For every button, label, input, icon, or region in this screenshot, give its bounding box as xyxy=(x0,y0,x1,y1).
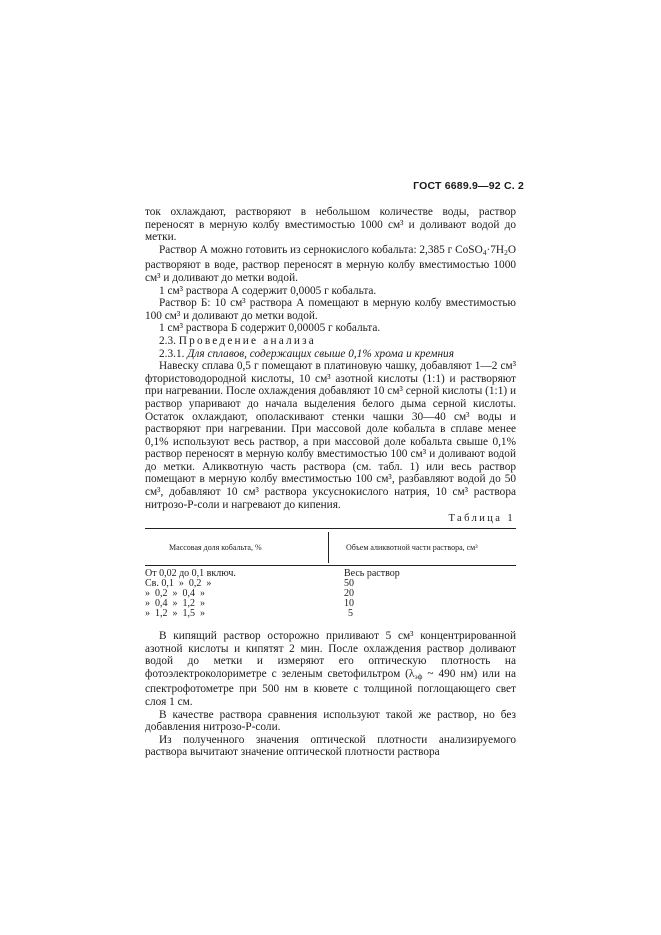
data-table xyxy=(145,528,516,624)
paragraph: В качестве раствора сравнения используют такой же раствор, но без добавления нитрозо-Р-соли. xyxy=(145,708,516,734)
table-cell-range: От 0,02 до 0,1 включ. xyxy=(145,568,236,579)
table-header-cell: Массовая доля кобальта, % xyxy=(169,543,262,552)
paragraph xyxy=(145,630,516,709)
paragraph: 1 см³ раствора А содержит 0,0005 г кобальта. xyxy=(159,284,377,297)
text-run: Раствор А можно готовить из сернокислого кобальта: 2,385 г CoSO xyxy=(159,243,483,256)
table-cell-range: Св. 0,1 » 0,2 » xyxy=(145,578,212,589)
paragraph: ток охлаждают, растворяют в небольшом количестве воды, раствор переносят в мерную колбу вместимостью 1000 см³ и доливают водой до метки. xyxy=(145,206,516,244)
text-run: (λ xyxy=(405,667,415,680)
table-cell-volume: 5 xyxy=(348,608,353,619)
paragraph xyxy=(145,244,516,285)
table-cell-range: » 0,2 » 0,4 » xyxy=(145,588,205,599)
text-block-top xyxy=(145,206,516,511)
subsection-title: Для сплавов, содержащих свыше 0,1% хрома и кремния xyxy=(187,347,454,360)
paragraph: Навеску сплава 0,5 г помещают в платиновую чашку, добавляют 1—2 см³ фтористоводородной кислоты, 10 см³ азотной кислоты (1:1) и растворяют при нагревании. После охлаждения добавляют 10 см³ серной кислоты (1:1) и раствор упаривают до начала выделения белого дыма серной кислоты. Остаток охлаждают, ополаскивают стенки чашки 30—40 см³ воды и растворяют при нагревании. При массовой доле кобальта в сплаве менее 0,1% используют весь раствор, а при массовой доле кобальта свыше 0,1% раствор переносят в мерную колбу вместимостью 100 см³ и доливают водой до метки. Аликвотную часть раствора (см. табл. 1) или весь раствор помещают в мерную колбу вместимостью 100 см³, разбавляют водой до 50 см³, добавляют 10 см³ раствора уксуснокислого натрия, 10 см³ раствора нитрозо-Р-соли и нагревают до кипения. xyxy=(145,360,516,511)
subscript: 4 xyxy=(482,247,487,257)
text-block-bottom xyxy=(145,630,516,759)
page-header: ГОСТ 6689.9—92 С. 2 xyxy=(413,180,524,192)
section-title: Проведение анализа xyxy=(178,334,316,347)
table-cell-volume: Весь раствор xyxy=(344,568,400,579)
table-rule-top xyxy=(145,528,516,529)
text-run: ~ 490 нм) или на спектрофотометре при 500 нм в кювете с толщиной поглощающего свет слоя 1 см. xyxy=(145,667,516,708)
text-run: O растворяют в воде, раствор переносят в мерную колбу вместимостью 1000 см³ и доливают до метки водой. xyxy=(145,243,516,284)
table-header-cell: Объем аликвотной части раствора, см³ xyxy=(346,543,478,552)
subsection-number: 2.3.1. xyxy=(159,347,185,360)
section-number: 2.3. xyxy=(159,334,176,347)
section-heading xyxy=(145,335,516,348)
paragraph: Раствор Б: 10 см³ раствора А помещают в мерную колбу вместимостью 100 см³ и доливают до метки водой. xyxy=(145,297,516,322)
table-cell-volume: 20 xyxy=(344,588,354,599)
table-cell-range: » 0,4 » 1,2 » xyxy=(145,598,205,609)
table-column-divider xyxy=(328,532,329,563)
paragraph: Из полученного значения оптической плотности анализируемого раствора вычитают значение оптической плотности раствора xyxy=(145,733,516,759)
text-run: ·7H xyxy=(486,243,505,256)
subscript: эф xyxy=(414,671,423,681)
table-cell-volume: 50 xyxy=(344,578,354,589)
table-cell-range: » 1,2 » 1,5 » xyxy=(145,608,205,619)
subsection-heading xyxy=(145,348,516,361)
subscript: 2 xyxy=(504,247,508,257)
table-rule-header xyxy=(145,565,516,566)
paragraph: 1 см³ раствора Б содержит 0,00005 г кобальта. xyxy=(159,322,381,335)
table-cell-volume: 10 xyxy=(344,598,354,609)
text-run: В кипящий раствор осторожно приливают 5 см³ концентрированной азотной кислоты и кипятят 2 мин. После охлаждения раствор доливают водой до метки и измеряют его оптическую плотность на фотоэлектроколориметре с зеленым светофильтром xyxy=(145,630,516,680)
table-title: Таблица 1 xyxy=(448,513,515,524)
